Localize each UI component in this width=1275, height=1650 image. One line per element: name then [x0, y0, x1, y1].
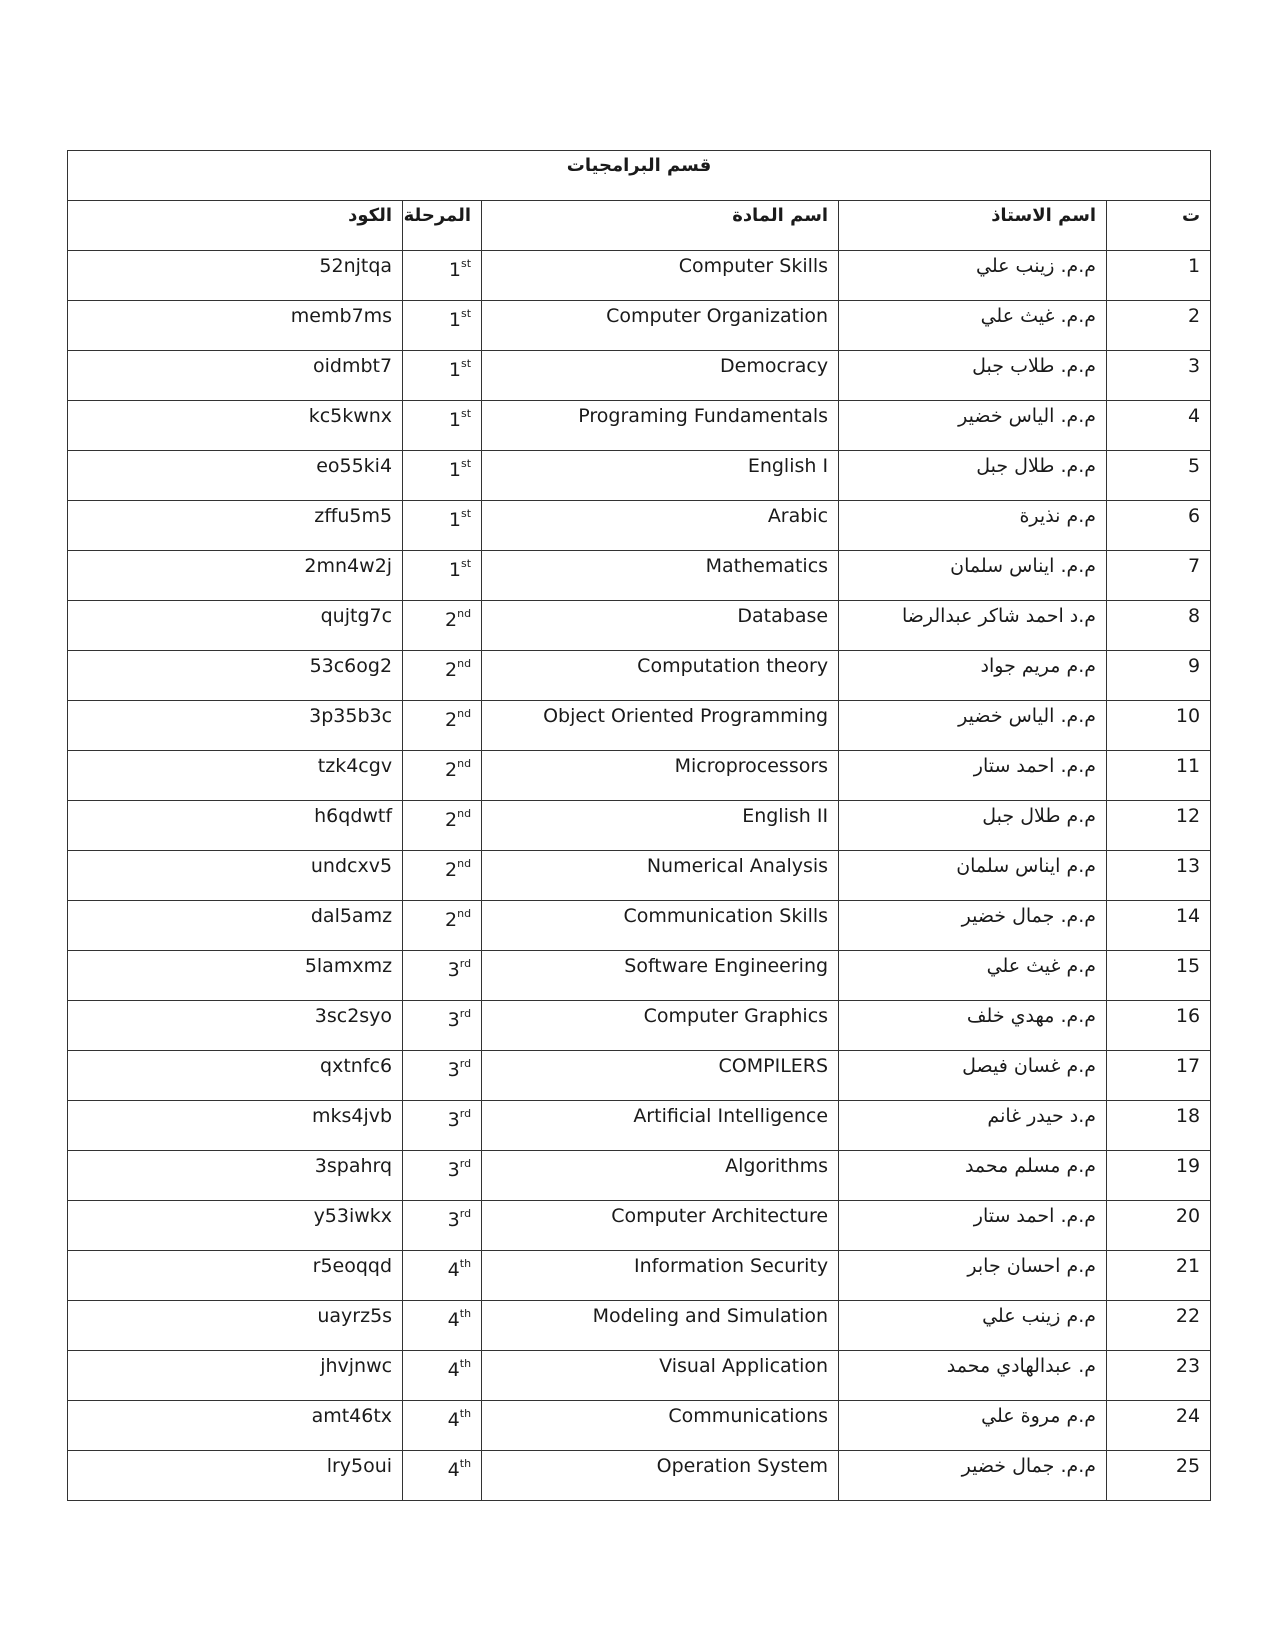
stage-suffix: nd — [457, 757, 472, 770]
stage-suffix: th — [459, 1257, 472, 1270]
stage-suffix: nd — [457, 857, 472, 870]
row-number: 25 — [1107, 1451, 1211, 1501]
row-number: 18 — [1107, 1101, 1211, 1151]
table-row — [68, 1201, 1211, 1251]
subject-name: Artificial Intelligence — [482, 1101, 839, 1151]
teacher-name: م.م مروة علي — [839, 1401, 1107, 1451]
stage-ordinal — [448, 1109, 471, 1131]
class-code: kc5kwnx — [68, 401, 403, 451]
subject-name: Computer Skills — [482, 251, 839, 301]
stage-number: 1 — [448, 409, 462, 432]
row-number: 12 — [1107, 801, 1211, 851]
stage-cell — [403, 851, 482, 901]
stage-cell — [403, 301, 482, 351]
stage-cell — [403, 1001, 482, 1051]
stage-number: 3 — [447, 959, 460, 982]
stage-ordinal — [445, 709, 471, 731]
stage-number: 1 — [448, 259, 462, 282]
subject-name: Object Oriented Programming — [482, 701, 839, 751]
subject-name: Arabic — [482, 501, 839, 551]
stage-cell — [403, 901, 482, 951]
class-code: r5eoqqd — [68, 1251, 403, 1301]
stage-ordinal — [448, 959, 471, 981]
stage-number: 1 — [448, 359, 462, 382]
stage-number: 3 — [447, 1209, 460, 1232]
stage-number: 1 — [448, 559, 462, 582]
subject-name: Communication Skills — [482, 901, 839, 951]
stage-cell — [403, 1401, 482, 1451]
subject-name: Computer Organization — [482, 301, 839, 351]
stage-suffix: st — [461, 507, 472, 520]
stage-ordinal — [445, 609, 471, 631]
table-row — [68, 1351, 1211, 1401]
table-row — [68, 1301, 1211, 1351]
stage-suffix: rd — [459, 1207, 472, 1220]
header-code: الكود — [68, 201, 403, 251]
header-teacher: اسم الاستاذ — [839, 201, 1107, 251]
teacher-name: م.م. غيث علي — [839, 301, 1107, 351]
stage-ordinal — [449, 459, 471, 481]
teacher-name: م.م. طلال جبل — [839, 451, 1107, 501]
stage-cell — [403, 651, 482, 701]
row-number: 1 — [1107, 251, 1211, 301]
subject-name: Programing Fundamentals — [482, 401, 839, 451]
class-code: undcxv5 — [68, 851, 403, 901]
stage-suffix: th — [459, 1407, 472, 1420]
stage-suffix: th — [459, 1307, 472, 1320]
subject-name: COMPILERS — [482, 1051, 839, 1101]
stage-ordinal — [448, 1059, 471, 1081]
department-title: قسم البرامجيات — [68, 151, 1211, 201]
stage-ordinal — [448, 1359, 471, 1381]
subject-name: Algorithms — [482, 1151, 839, 1201]
teacher-name: م.م. جمال خضير — [839, 1451, 1107, 1501]
class-code: eo55ki4 — [68, 451, 403, 501]
teacher-name: م.م. الياس خضير — [839, 401, 1107, 451]
stage-ordinal — [445, 659, 471, 681]
class-code: 3spahrq — [68, 1151, 403, 1201]
stage-ordinal — [449, 509, 471, 531]
stage-number: 3 — [447, 1159, 460, 1182]
stage-suffix: st — [461, 457, 472, 470]
stage-cell — [403, 1351, 482, 1401]
teacher-name: م.م. الياس خضير — [839, 701, 1107, 751]
class-code: uayrz5s — [68, 1301, 403, 1351]
stage-suffix: st — [461, 357, 472, 370]
stage-cell — [403, 1251, 482, 1301]
table-row — [68, 601, 1211, 651]
stage-suffix: rd — [459, 1107, 472, 1120]
teacher-name: م.م زينب علي — [839, 1301, 1107, 1351]
stage-number: 4 — [447, 1309, 460, 1332]
teacher-name: م.م غسان فيصل — [839, 1051, 1107, 1101]
stage-ordinal — [449, 309, 471, 331]
stage-ordinal — [445, 859, 471, 881]
class-code: lry5oui — [68, 1451, 403, 1501]
stage-cell — [403, 351, 482, 401]
subject-name: Modeling and Simulation — [482, 1301, 839, 1351]
header-num: ت — [1107, 201, 1211, 251]
stage-cell — [403, 1151, 482, 1201]
subject-name: Democracy — [482, 351, 839, 401]
row-number: 24 — [1107, 1401, 1211, 1451]
teacher-name: م.م. مهدي خلف — [839, 1001, 1107, 1051]
subject-name: Operation System — [482, 1451, 839, 1501]
title-row — [68, 151, 1211, 201]
stage-suffix: st — [461, 407, 472, 420]
row-number: 4 — [1107, 401, 1211, 451]
table-row — [68, 801, 1211, 851]
teacher-name: م.م. احمد ستار — [839, 1201, 1107, 1251]
table-row — [68, 1151, 1211, 1201]
class-code: 5lamxmz — [68, 951, 403, 1001]
class-code: amt46tx — [68, 1401, 403, 1451]
stage-suffix: nd — [457, 707, 472, 720]
subject-name: Computer Architecture — [482, 1201, 839, 1251]
row-number: 17 — [1107, 1051, 1211, 1101]
stage-number: 2 — [445, 609, 458, 632]
table-row — [68, 501, 1211, 551]
stage-cell — [403, 501, 482, 551]
teacher-name: م.د حيدر غانم — [839, 1101, 1107, 1151]
stage-number: 1 — [448, 309, 462, 332]
stage-suffix: st — [461, 557, 472, 570]
stage-cell — [403, 1101, 482, 1151]
row-number: 10 — [1107, 701, 1211, 751]
class-code: oidmbt7 — [68, 351, 403, 401]
teacher-name: م.م. طلاب جبل — [839, 351, 1107, 401]
stage-suffix: st — [461, 257, 472, 270]
stage-suffix: st — [461, 307, 472, 320]
stage-suffix: th — [459, 1457, 472, 1470]
subject-name: English II — [482, 801, 839, 851]
stage-number: 2 — [445, 659, 458, 682]
stage-ordinal — [445, 759, 471, 781]
table-row — [68, 301, 1211, 351]
row-number: 13 — [1107, 851, 1211, 901]
stage-suffix: nd — [457, 607, 472, 620]
stage-cell — [403, 1201, 482, 1251]
stage-suffix: nd — [457, 907, 472, 920]
class-code: mks4jvb — [68, 1101, 403, 1151]
subject-name: Software Engineering — [482, 951, 839, 1001]
stage-ordinal — [449, 259, 471, 281]
stage-ordinal — [449, 559, 471, 581]
stage-cell — [403, 251, 482, 301]
stage-number: 3 — [447, 1109, 460, 1132]
class-code: zffu5m5 — [68, 501, 403, 551]
subject-name: Numerical Analysis — [482, 851, 839, 901]
stage-cell — [403, 1051, 482, 1101]
row-number: 14 — [1107, 901, 1211, 951]
class-code: 3sc2syo — [68, 1001, 403, 1051]
table-row — [68, 401, 1211, 451]
teacher-name: م.م مريم جواد — [839, 651, 1107, 701]
stage-number: 1 — [448, 509, 462, 532]
stage-cell — [403, 1301, 482, 1351]
class-code: dal5amz — [68, 901, 403, 951]
subject-name: Microprocessors — [482, 751, 839, 801]
teacher-name: م.م. ايناس سلمان — [839, 551, 1107, 601]
row-number: 20 — [1107, 1201, 1211, 1251]
row-number: 15 — [1107, 951, 1211, 1001]
table-row — [68, 1101, 1211, 1151]
stage-cell — [403, 401, 482, 451]
courses-table — [67, 150, 1211, 1501]
table-row — [68, 1451, 1211, 1501]
stage-cell — [403, 451, 482, 501]
stage-cell — [403, 801, 482, 851]
table-body — [68, 251, 1211, 1501]
class-code: 3p35b3c — [68, 701, 403, 751]
row-number: 21 — [1107, 1251, 1211, 1301]
stage-number: 3 — [447, 1009, 460, 1032]
stage-cell — [403, 551, 482, 601]
row-number: 2 — [1107, 301, 1211, 351]
row-number: 5 — [1107, 451, 1211, 501]
stage-ordinal — [448, 1309, 471, 1331]
subject-name: Database — [482, 601, 839, 651]
class-code: 53c6og2 — [68, 651, 403, 701]
stage-cell — [403, 701, 482, 751]
row-number: 7 — [1107, 551, 1211, 601]
stage-suffix: rd — [459, 1007, 472, 1020]
class-code: y53iwkx — [68, 1201, 403, 1251]
stage-number: 2 — [445, 759, 458, 782]
stage-suffix: rd — [459, 1057, 472, 1070]
subject-name: Computer Graphics — [482, 1001, 839, 1051]
class-code: h6qdwtf — [68, 801, 403, 851]
header-subject: اسم المادة — [482, 201, 839, 251]
stage-suffix: nd — [457, 807, 472, 820]
subject-name: English I — [482, 451, 839, 501]
stage-ordinal — [448, 1159, 471, 1181]
stage-number: 4 — [447, 1409, 460, 1432]
class-code: qxtnfc6 — [68, 1051, 403, 1101]
stage-ordinal — [449, 409, 471, 431]
class-code: 2mn4w2j — [68, 551, 403, 601]
stage-ordinal — [448, 1009, 471, 1031]
stage-ordinal — [448, 1459, 471, 1481]
teacher-name: م.م احسان جابر — [839, 1251, 1107, 1301]
row-number: 11 — [1107, 751, 1211, 801]
teacher-name: م.م مسلم محمد — [839, 1151, 1107, 1201]
stage-number: 2 — [445, 859, 458, 882]
stage-number: 4 — [447, 1359, 460, 1382]
row-number: 22 — [1107, 1301, 1211, 1351]
teacher-name: م.م طلال جبل — [839, 801, 1107, 851]
table-row — [68, 351, 1211, 401]
teacher-name: م.م نذيرة — [839, 501, 1107, 551]
class-code: memb7ms — [68, 301, 403, 351]
table-row — [68, 551, 1211, 601]
subject-name: Computation theory — [482, 651, 839, 701]
stage-suffix: rd — [459, 957, 472, 970]
teacher-name: م.م ايناس سلمان — [839, 851, 1107, 901]
stage-number: 2 — [445, 709, 458, 732]
teacher-name: م.م. احمد ستار — [839, 751, 1107, 801]
teacher-name: م. عبدالهادي محمد — [839, 1351, 1107, 1401]
stage-number: 4 — [447, 1459, 460, 1482]
stage-cell — [403, 1451, 482, 1501]
class-code: qujtg7c — [68, 601, 403, 651]
teacher-name: م.م. جمال خضير — [839, 901, 1107, 951]
teacher-name: م.م غيث علي — [839, 951, 1107, 1001]
class-code: jhvjnwc — [68, 1351, 403, 1401]
stage-number: 2 — [445, 809, 458, 832]
stage-ordinal — [448, 1259, 471, 1281]
class-code: 52njtqa — [68, 251, 403, 301]
row-number: 9 — [1107, 651, 1211, 701]
subject-name: Information Security — [482, 1251, 839, 1301]
subject-name: Visual Application — [482, 1351, 839, 1401]
row-number: 6 — [1107, 501, 1211, 551]
stage-suffix: th — [459, 1357, 472, 1370]
table-row — [68, 951, 1211, 1001]
stage-number: 1 — [448, 459, 462, 482]
stage-ordinal — [448, 1409, 471, 1431]
stage-cell — [403, 951, 482, 1001]
row-number: 16 — [1107, 1001, 1211, 1051]
subject-name: Communications — [482, 1401, 839, 1451]
teacher-name: م.م. زينب علي — [839, 251, 1107, 301]
table-row — [68, 251, 1211, 301]
table-row — [68, 1401, 1211, 1451]
stage-number: 3 — [447, 1059, 460, 1082]
stage-ordinal — [448, 1209, 471, 1231]
row-number: 8 — [1107, 601, 1211, 651]
stage-cell — [403, 601, 482, 651]
stage-ordinal — [445, 809, 471, 831]
stage-cell — [403, 751, 482, 801]
stage-ordinal — [449, 359, 471, 381]
table-row — [68, 701, 1211, 751]
table-row — [68, 1001, 1211, 1051]
row-number: 19 — [1107, 1151, 1211, 1201]
table-row — [68, 651, 1211, 701]
stage-suffix: nd — [457, 657, 472, 670]
table-row — [68, 451, 1211, 501]
table-row — [68, 901, 1211, 951]
header-stage: المرحلة — [403, 201, 482, 251]
header-row — [68, 201, 1211, 251]
class-code: tzk4cgv — [68, 751, 403, 801]
stage-number: 2 — [445, 909, 458, 932]
teacher-name: م.د احمد شاكر عبدالرضا — [839, 601, 1107, 651]
table-row — [68, 751, 1211, 801]
row-number: 3 — [1107, 351, 1211, 401]
stage-number: 4 — [447, 1259, 460, 1282]
stage-suffix: rd — [459, 1157, 472, 1170]
table-row — [68, 851, 1211, 901]
row-number: 23 — [1107, 1351, 1211, 1401]
table-row — [68, 1051, 1211, 1101]
table-row — [68, 1251, 1211, 1301]
stage-ordinal — [445, 909, 471, 931]
subject-name: Mathematics — [482, 551, 839, 601]
